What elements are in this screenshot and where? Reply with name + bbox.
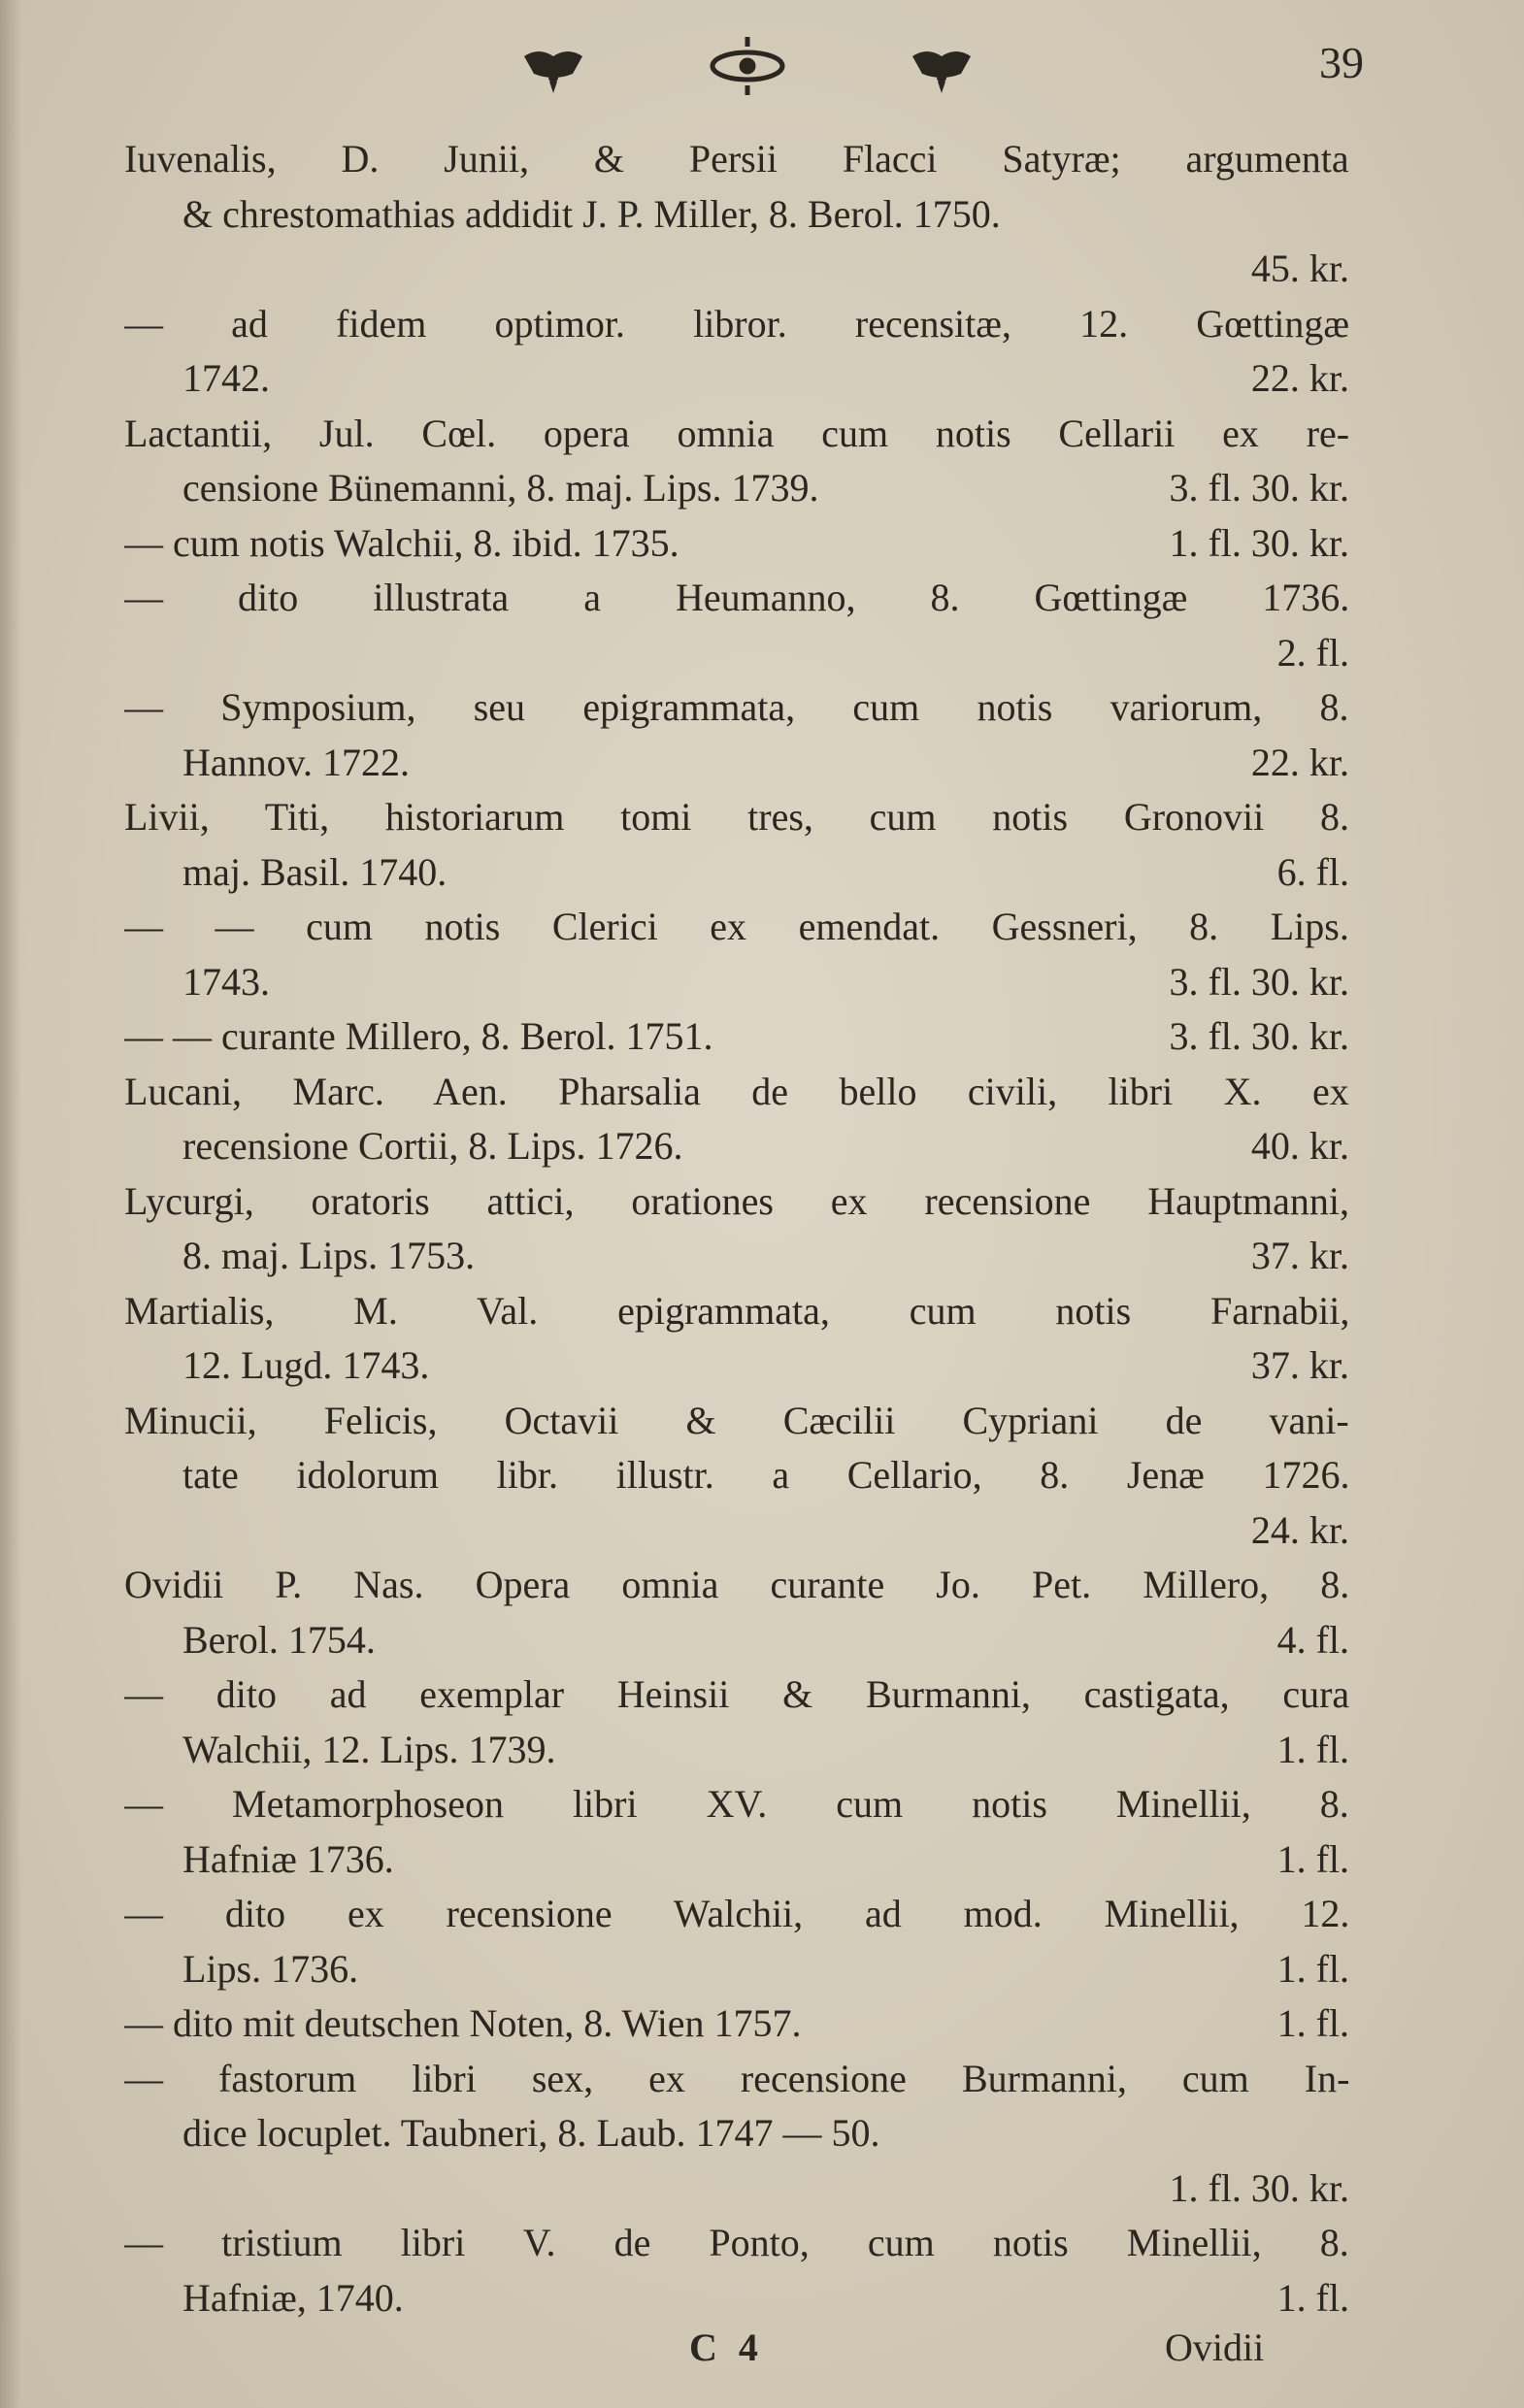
entry-price: 1. fl. 30. kr. — [1169, 2165, 1349, 2210]
catalog-line — [124, 2052, 1349, 2107]
entry-text: Ovidii P. Nas. Opera omnia curante Jo. Pet. Millero, 8. — [124, 1563, 1349, 1606]
entry-text: 1742. — [182, 356, 270, 400]
catalog-line — [124, 1613, 1349, 1668]
entry-text: Lycurgi, oratoris attici, orationes ex recensione Hauptmanni, — [124, 1178, 1349, 1223]
entry-price: 1. fl. — [1276, 2001, 1349, 2045]
catalog-line — [124, 351, 1349, 407]
catalog-line — [124, 1887, 1349, 1942]
entry-text: dice locuplet. Taubneri, 8. Laub. 1747 — 50. — [182, 2111, 880, 2155]
entry-text: 12. Lugd. 1743. — [182, 1343, 430, 1387]
entry-price: 1. fl. — [1276, 1836, 1349, 1881]
catalog-line — [124, 900, 1349, 955]
entry-text: maj. Basil. 1740. — [182, 849, 447, 894]
catalog-line — [124, 571, 1349, 626]
entry-price: 45. kr. — [1250, 247, 1349, 290]
entry-text: Lactantii, Jul. Cœl. opera omnia cum notis Cellarii ex re- — [124, 411, 1349, 455]
header-ornaments — [505, 27, 1010, 105]
entry-price: 3. fl. 30. kr. — [1169, 466, 1349, 510]
entry-text: Walchii, 12. Lips. 1739. — [182, 1727, 556, 1771]
entry-text: Iuvenalis, D. Junii, & Persii Flacci Satyræ; argumenta — [124, 137, 1349, 181]
entry-price: 1. fl. 30. kr. — [1169, 520, 1349, 565]
catalog-line — [124, 297, 1349, 352]
entry-price: 1. fl. — [1276, 1946, 1349, 1991]
catalog-line — [124, 2216, 1349, 2271]
spine-shadow — [0, 0, 21, 2408]
signature-mark: C 4 — [689, 2326, 764, 2369]
entry-text: — dito mit deutschen Noten, 8. Wien 1757. — [124, 2001, 802, 2045]
entry-price: 1. fl. — [1276, 2275, 1349, 2320]
entry-text: — — curante Millero, 8. Berol. 1751. — [124, 1014, 713, 1058]
entry-text: — dito ex recensione Walchii, ad mod. Minellii, 12. — [124, 1892, 1349, 1935]
entry-text: Lucani, Marc. Aen. Pharsalia de bello civili, libri X. ex — [124, 1069, 1349, 1113]
catalog-line — [124, 242, 1349, 297]
entry-text: — Symposium, seu epigrammata, cum notis variorum, 8. — [124, 685, 1349, 729]
entry-price: 2. fl. — [1276, 630, 1349, 675]
entry-text: tate idolorum libr. illustr. a Cellario, 8. Jenæ 1726. — [182, 1453, 1349, 1497]
catalog-line — [124, 2106, 1349, 2161]
entry-text: Hafniæ, 1740. — [182, 2275, 404, 2320]
entry-text: Minucii, Felicis, Octavii & Cæcilii Cypriani de vani- — [124, 1398, 1349, 1442]
catalog-line — [124, 790, 1349, 845]
entry-price: 1. fl. — [1276, 1727, 1349, 1771]
catalog-line — [124, 736, 1349, 791]
fleuron-left-icon — [524, 51, 582, 93]
entry-price: 6. fl. — [1276, 849, 1349, 894]
entry-text: Martialis, M. Val. epigrammata, cum notis Farnabii, — [124, 1288, 1349, 1333]
entry-text: censione Bünemanni, 8. maj. Lips. 1739. — [182, 466, 819, 510]
page-number: 39 — [1319, 38, 1364, 87]
catalog-line — [124, 2161, 1349, 2217]
catalog-line — [124, 407, 1349, 462]
catalog-line — [124, 1558, 1349, 1613]
entry-text: Hannov. 1722. — [182, 740, 411, 784]
catalog-line — [124, 955, 1349, 1010]
catalog-line — [124, 1667, 1349, 1723]
entry-price: 3. fl. 30. kr. — [1169, 1014, 1349, 1058]
catalog-line — [124, 1503, 1349, 1559]
catalog-line — [124, 516, 1349, 572]
catalog-line — [124, 1832, 1349, 1888]
entry-price: 4. fl. — [1276, 1617, 1349, 1662]
entry-text: — cum notis Walchii, 8. ibid. 1735. — [124, 520, 679, 565]
entry-text: Hafniæ 1736. — [182, 1836, 394, 1881]
entry-text: — Metamorphoseon libri XV. cum notis Minellii, 8. — [124, 1782, 1349, 1826]
entry-price: 22. kr. — [1250, 740, 1349, 784]
entry-text: — — cum notis Clerici ex emendat. Gessneri, 8. Lips. — [124, 905, 1349, 948]
catalog-line — [124, 1777, 1349, 1832]
catalog-line — [124, 1009, 1349, 1065]
catalog-line — [124, 132, 1349, 187]
catalog-line — [124, 626, 1349, 681]
entry-price: 37. kr. — [1250, 1234, 1349, 1277]
catalog-line — [124, 1174, 1349, 1230]
entry-text: 1743. — [182, 959, 270, 1004]
entry-price: 40. kr. — [1250, 1124, 1349, 1168]
catalog-line — [124, 680, 1349, 736]
fleuron-right-icon — [912, 51, 971, 93]
entry-price: 3. fl. 30. kr. — [1169, 959, 1349, 1004]
catalog-line — [124, 461, 1349, 516]
page-footer — [0, 2325, 1524, 2392]
catalog-line — [124, 1942, 1349, 1997]
entry-price: 24. kr. — [1250, 1507, 1349, 1552]
catalog-entries — [124, 132, 1349, 2326]
entry-text: recensione Cortii, 8. Lips. 1726. — [182, 1124, 683, 1168]
catalog-line — [124, 1338, 1349, 1394]
catalog-line — [124, 1448, 1349, 1503]
entry-text: — dito illustrata a Heumanno, 8. Gœttingæ 1736. — [124, 576, 1349, 619]
entry-price: 22. kr. — [1250, 356, 1349, 400]
entry-text: — tristium libri V. de Ponto, cum notis Minellii, 8. — [124, 2221, 1349, 2264]
entry-text: Lips. 1736. — [182, 1946, 359, 1991]
entry-price: 37. kr. — [1250, 1343, 1349, 1387]
fleuron-center-icon — [712, 37, 782, 95]
catalog-line — [124, 1229, 1349, 1284]
catalog-line — [124, 1723, 1349, 1778]
catalog-line — [124, 845, 1349, 901]
catalog-line — [124, 1065, 1349, 1120]
entry-text: Berol. 1754. — [182, 1617, 376, 1662]
entry-text: & chrestomathias addidit J. P. Miller, 8. Berol. 1750. — [182, 191, 1001, 236]
entry-text: 8. maj. Lips. 1753. — [182, 1234, 476, 1277]
entry-text: — ad fidem optimor. libror. recensitæ, 12. Gœttingæ — [124, 301, 1349, 346]
catalog-line — [124, 1119, 1349, 1174]
catalog-line — [124, 1394, 1349, 1449]
entry-text: — dito ad exemplar Heinsii & Burmanni, castigata, cura — [124, 1672, 1349, 1716]
entry-text: Livii, Titi, historiarum tomi tres, cum notis Gronovii 8. — [124, 795, 1349, 839]
catalog-line — [124, 2271, 1349, 2326]
catalog-line — [124, 1284, 1349, 1339]
catalog-line — [124, 1996, 1349, 2052]
catchword: Ovidii — [1165, 2326, 1265, 2369]
catalog-line — [124, 187, 1349, 243]
entry-text: — fastorum libri sex, ex recensione Burmanni, cum In- — [124, 2056, 1349, 2100]
